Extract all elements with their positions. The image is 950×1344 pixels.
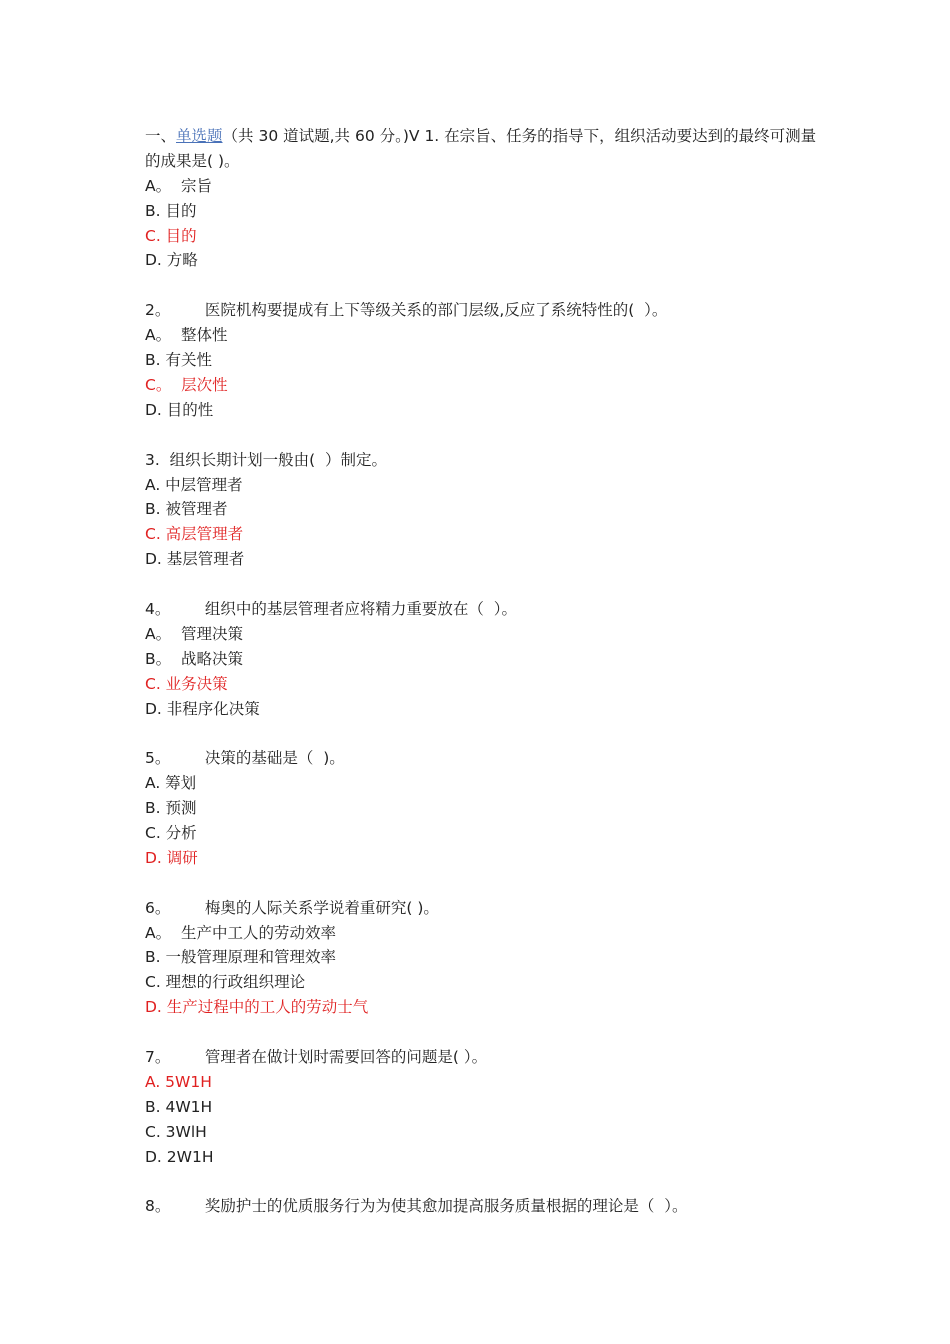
section-header: 一、单选题（共 30 道试题,共 60 分。)V 1. 在宗旨、任务的指导下，组织活动要达到的最终可测量的成果是( )。: [145, 127, 817, 170]
option-q5-a: A. 筹划: [145, 774, 197, 793]
option-q2-c-answer: C。 层次性: [145, 375, 228, 394]
option-q3-c-answer: C. 高层管理者: [145, 525, 244, 544]
question-8-stem: 8。 奖励护士的优质服务行为为使其愈加提高服务质量根据的理论是（ ）。: [145, 1197, 688, 1216]
option-q4-a: A。 管理决策: [145, 624, 243, 643]
option-q2-a: A。 整体性: [145, 326, 228, 345]
option-q3-b: B. 被管理者: [145, 500, 228, 519]
option-q1-a: A。 宗旨: [145, 176, 212, 195]
option-q7-b: B. 4W1H: [145, 1097, 213, 1116]
option-q5-d-answer: D. 调研: [145, 848, 198, 867]
option-q2-b: B. 有关性: [145, 351, 212, 370]
option-q7-a-answer: A. 5W1H: [145, 1072, 212, 1091]
question-7-stem: 7。 管理者在做计划时需要回答的问题是( ）。: [145, 1047, 488, 1066]
option-q4-d: D. 非程序化决策: [145, 699, 260, 718]
question-6-stem: 6。 梅奥的人际关系学说着重研究( )。: [145, 898, 439, 917]
option-q6-d-answer: D. 生产过程中的工人的劳动士气: [145, 998, 369, 1017]
single-choice-link[interactable]: 单选题: [176, 127, 223, 145]
option-q1-c-answer: C. 目的: [145, 226, 197, 245]
option-q3-a: A. 中层管理者: [145, 475, 243, 494]
option-q4-c-answer: C. 业务决策: [145, 674, 228, 693]
option-q4-b: B。 战略决策: [145, 649, 243, 668]
option-q5-b: B. 预测: [145, 799, 197, 818]
option-q7-d: D. 2W1H: [145, 1147, 214, 1166]
question-5-stem: 5。 决策的基础是（ )。: [145, 749, 345, 768]
option-q5-c: C. 分析: [145, 823, 197, 842]
option-q1-d: D. 方略: [145, 251, 198, 270]
option-q2-d: D. 目的性: [145, 400, 214, 419]
option-q7-c: C. 3WlH: [145, 1122, 207, 1141]
option-q1-b: B. 目的: [145, 201, 197, 220]
question-2-stem: 2。 医院机构要提成有上下等级关系的部门层级,反应了系统特性的( ）。: [145, 301, 668, 320]
question-4-stem: 4。 组织中的基层管理者应将精力重要放在（ ）。: [145, 599, 517, 618]
option-q6-b: B. 一般管理原理和管理效率: [145, 948, 336, 967]
option-q6-a: A。 生产中工人的劳动效率: [145, 923, 336, 942]
question-3-stem: 3. 组织长期计划一般由( ）制定。: [145, 450, 388, 469]
exam-document: [145, 124, 825, 1219]
option-q3-d: D. 基层管理者: [145, 550, 245, 569]
option-q6-c: C. 理想的行政组织理论: [145, 973, 306, 992]
